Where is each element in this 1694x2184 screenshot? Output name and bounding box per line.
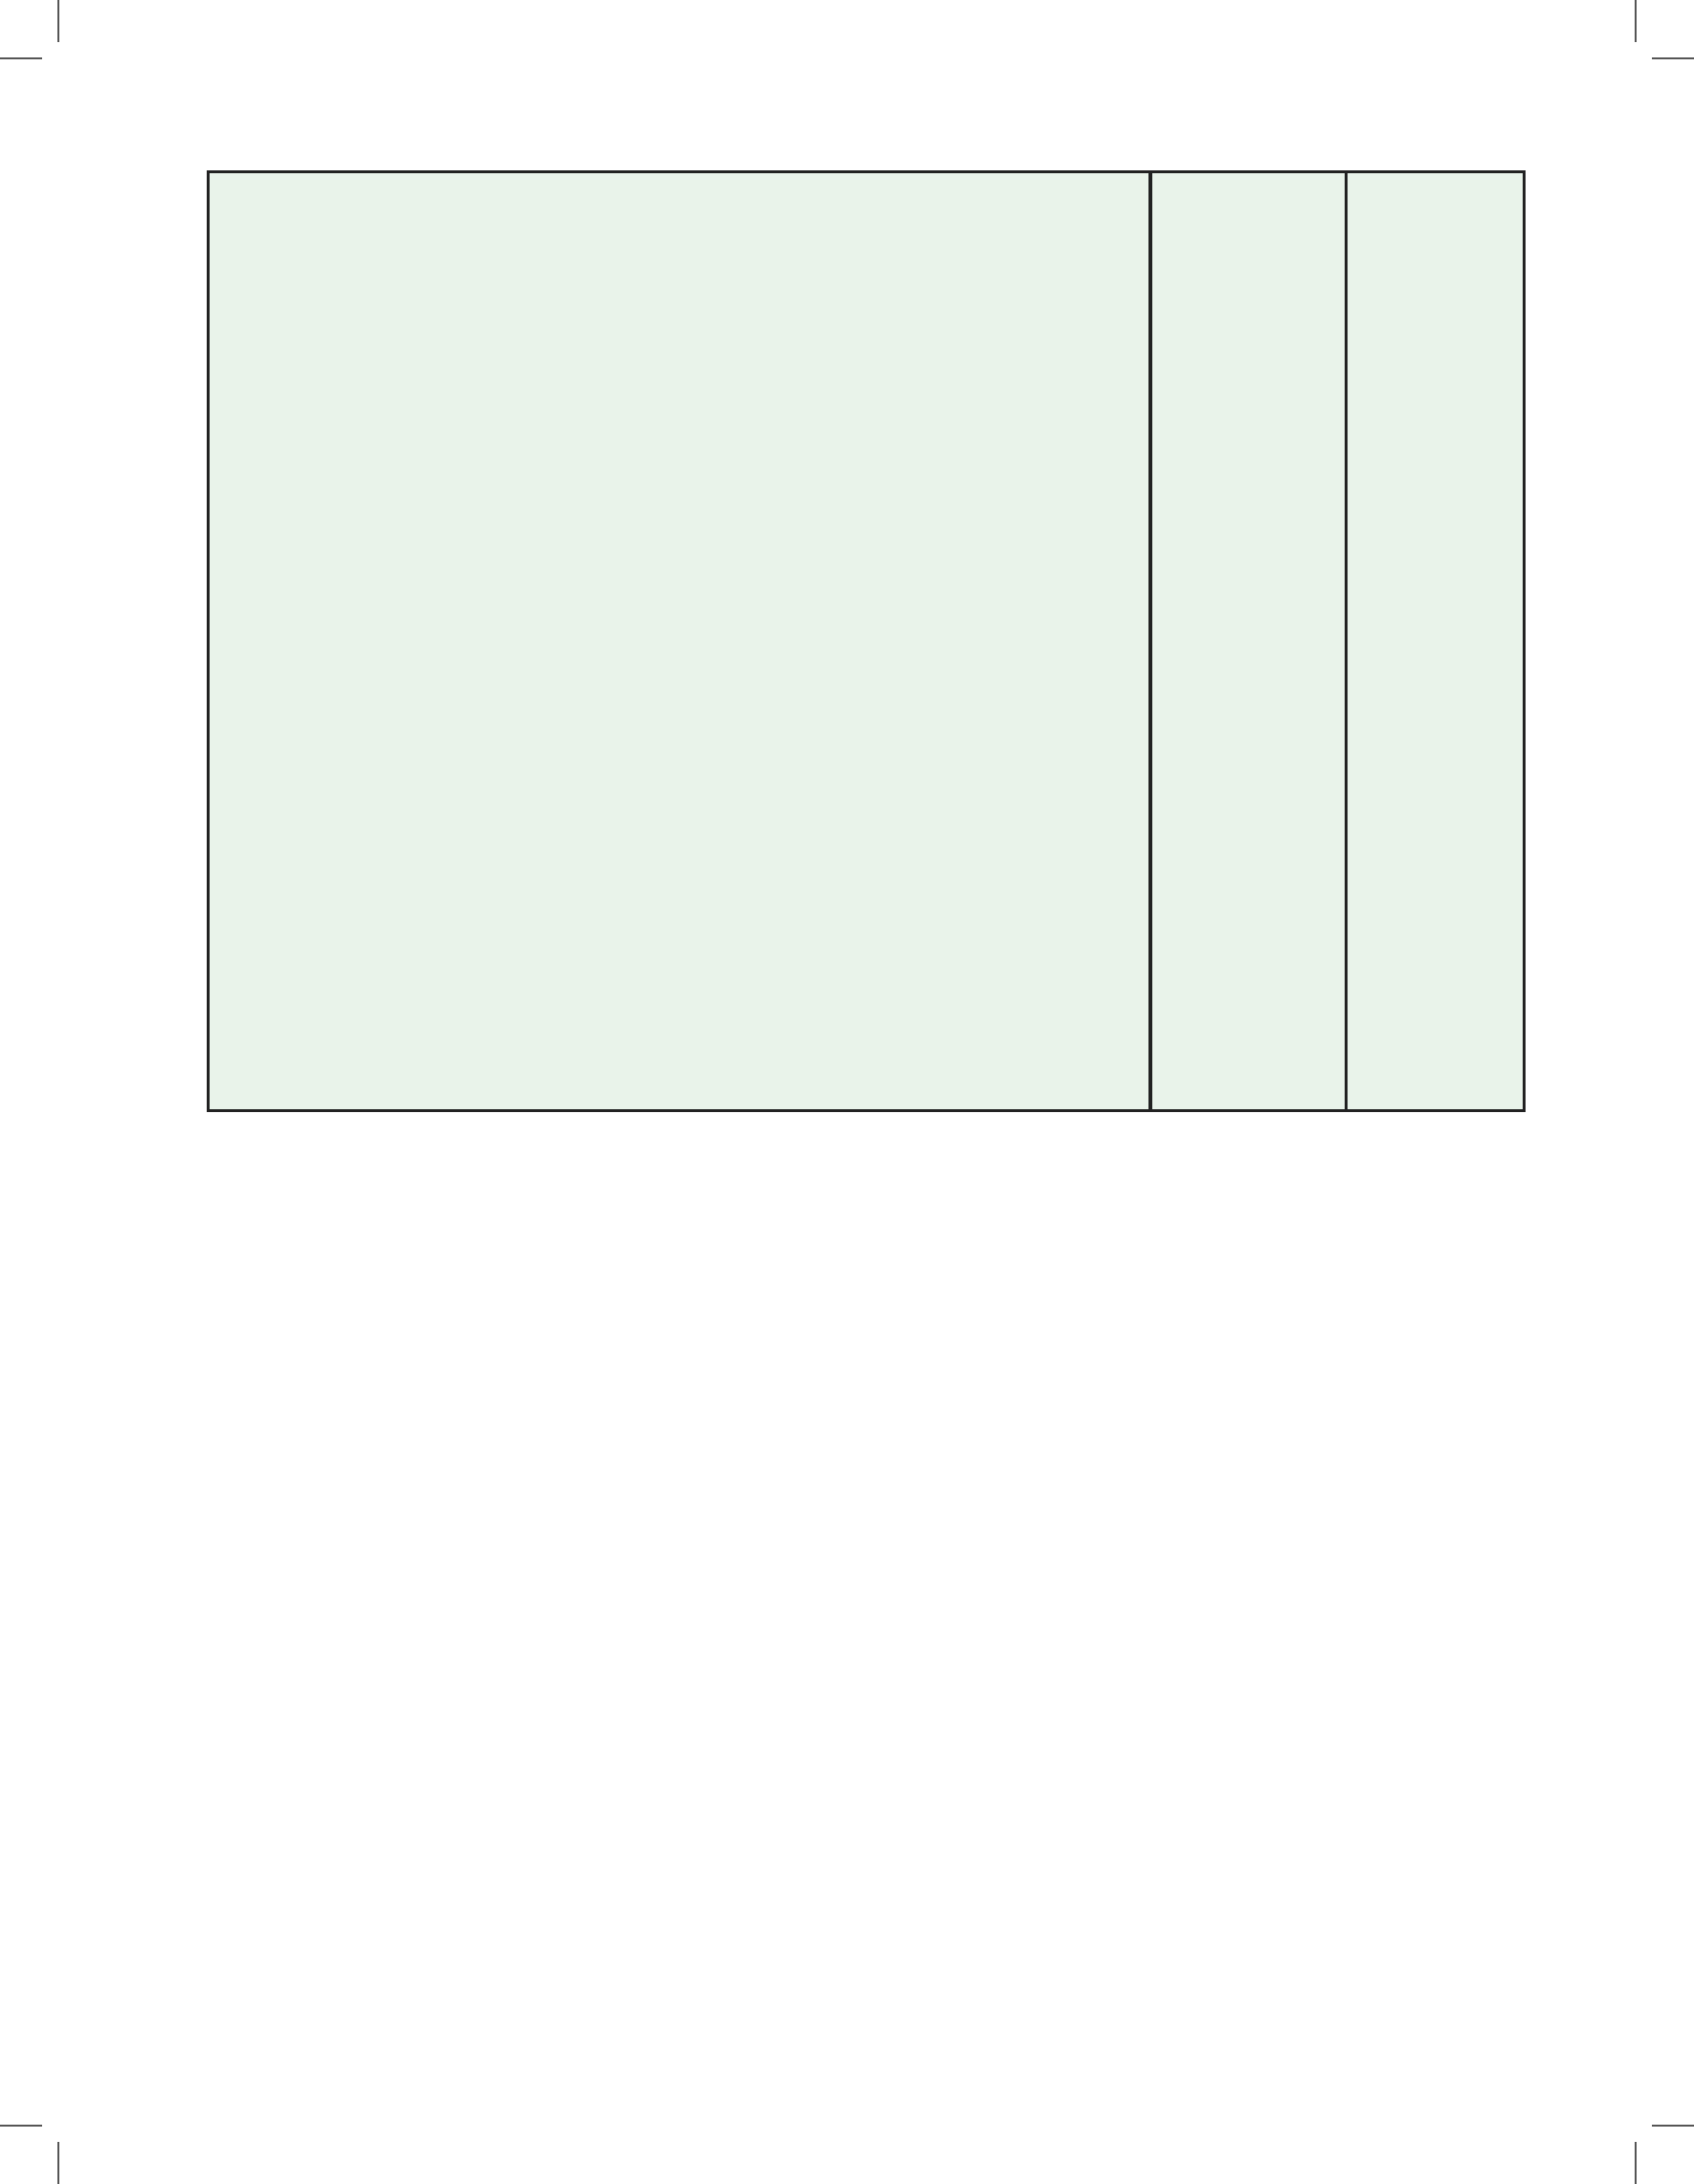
ecg-lead-table xyxy=(207,170,1526,1112)
crop-mark xyxy=(0,57,42,59)
crop-mark xyxy=(1635,0,1637,42)
column-divider xyxy=(1345,173,1348,1109)
column-divider xyxy=(1148,173,1151,1109)
crop-mark xyxy=(0,2125,42,2127)
crop-mark xyxy=(1635,2142,1637,2184)
crop-mark xyxy=(57,2142,59,2184)
crop-mark xyxy=(1652,57,1694,59)
crop-mark xyxy=(1652,2125,1694,2127)
crop-mark xyxy=(57,0,59,42)
